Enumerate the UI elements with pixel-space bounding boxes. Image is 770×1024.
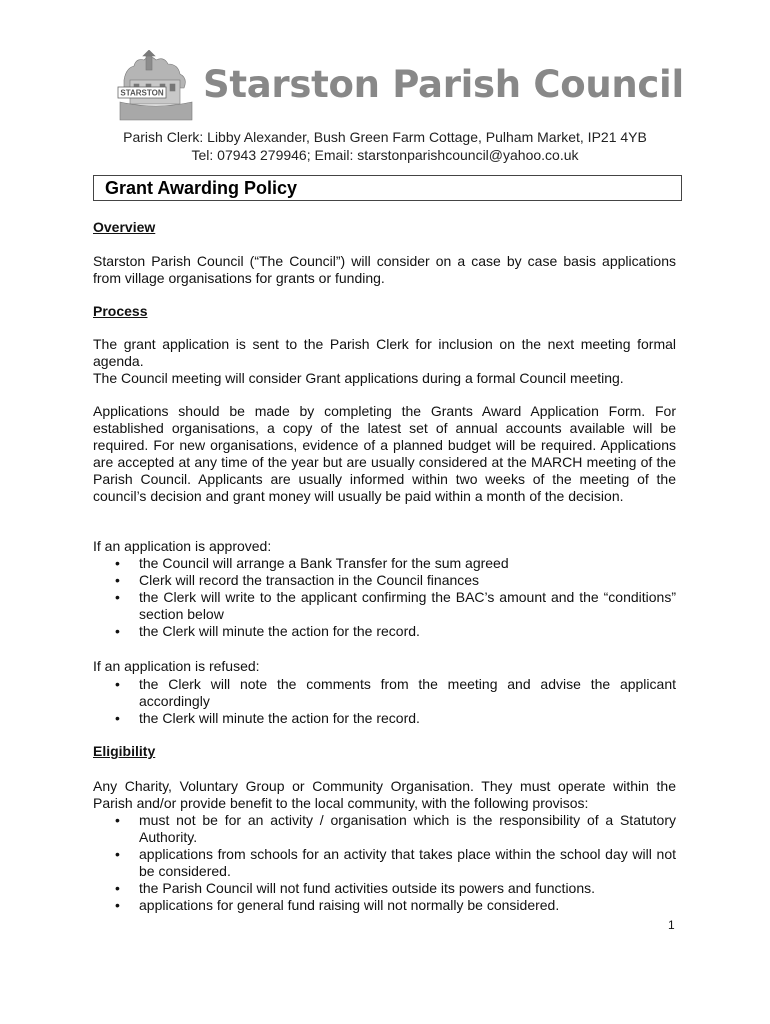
process-paragraph-1: The grant application is sent to the Parish Clerk for inclusion on the next meeting formal agenda. — [93, 336, 676, 369]
clerk-address: Parish Clerk: Libby Alexander, Bush Green Farm Cottage, Pulham Market, IP21 4YB — [123, 129, 647, 145]
process-paragraph-1b: The Council meeting will consider Grant applications during a formal Council meeting. — [93, 370, 624, 386]
council-name: Starston Parish Council — [203, 63, 684, 106]
eligibility-heading: Eligibility — [93, 743, 156, 759]
eligibility-text: Any Charity, Voluntary Group or Community Organisation. They must operate within the Parish and/or provide benefit to the local community, with the following provisos: — [93, 778, 676, 811]
list-item: • applications from schools for an activity that takes place within the school day will not be considered. — [115, 846, 676, 879]
list-item: • the Clerk will minute the action for the record. — [115, 623, 420, 639]
approved-intro: If an application is approved: — [93, 538, 272, 554]
list-item: • Clerk will record the transaction in the Council finances — [115, 572, 480, 588]
parish-logo — [116, 50, 196, 122]
list-item: • the Parish Council will not fund activities outside its powers and functions. — [115, 880, 596, 896]
list-item: • the Clerk will note the comments from the meeting and advise the applicant accordingly — [115, 676, 676, 709]
list-item: • must not be for an activity / organisation which is the responsibility of a Statutory Authority. — [115, 812, 676, 845]
process-paragraph-2: Applications should be made by completing the Grants Award Application Form. For established organisations, a copy of the latest set of annual accounts available will be required. For new organisations, evidence of a planned budget will be required. Applications are accepted at any time of the year but are usually considered at the MARCH meeting of the Parish Council. Applicants are usually informed within two weeks of the meeting of the council’s decision and grant money will usually be paid within a month of the decision. — [93, 403, 676, 504]
clerk-contact: Tel: 07943 279946; Email: starstonparishcouncil@yahoo.co.uk — [191, 147, 579, 163]
document-title-box — [93, 175, 682, 201]
list-item: • the Council will arrange a Bank Transfer for the sum agreed — [115, 555, 509, 571]
approved-list — [93, 555, 676, 640]
refused-intro: If an application is refused: — [93, 658, 260, 674]
refused-list — [93, 676, 676, 727]
svg-text:STARSTON: STARSTON — [120, 88, 164, 98]
process-heading: Process — [93, 303, 148, 319]
page-number: 1 — [668, 918, 675, 932]
list-item: • applications for general fund raising will not normally be considered. — [115, 897, 560, 913]
document-title: Grant Awarding Policy — [105, 178, 298, 198]
list-item: • the Clerk will write to the applicant confirming the BAC’s amount and the “conditions” section below — [115, 589, 676, 622]
list-item: • the Clerk will minute the action for the record. — [115, 710, 420, 726]
overview-heading: Overview — [93, 219, 156, 235]
overview-text: Starston Parish Council (“The Council”) will consider on a case by case basis applications from village organisations for grants or funding. — [93, 253, 676, 286]
eligibility-list — [93, 812, 676, 914]
